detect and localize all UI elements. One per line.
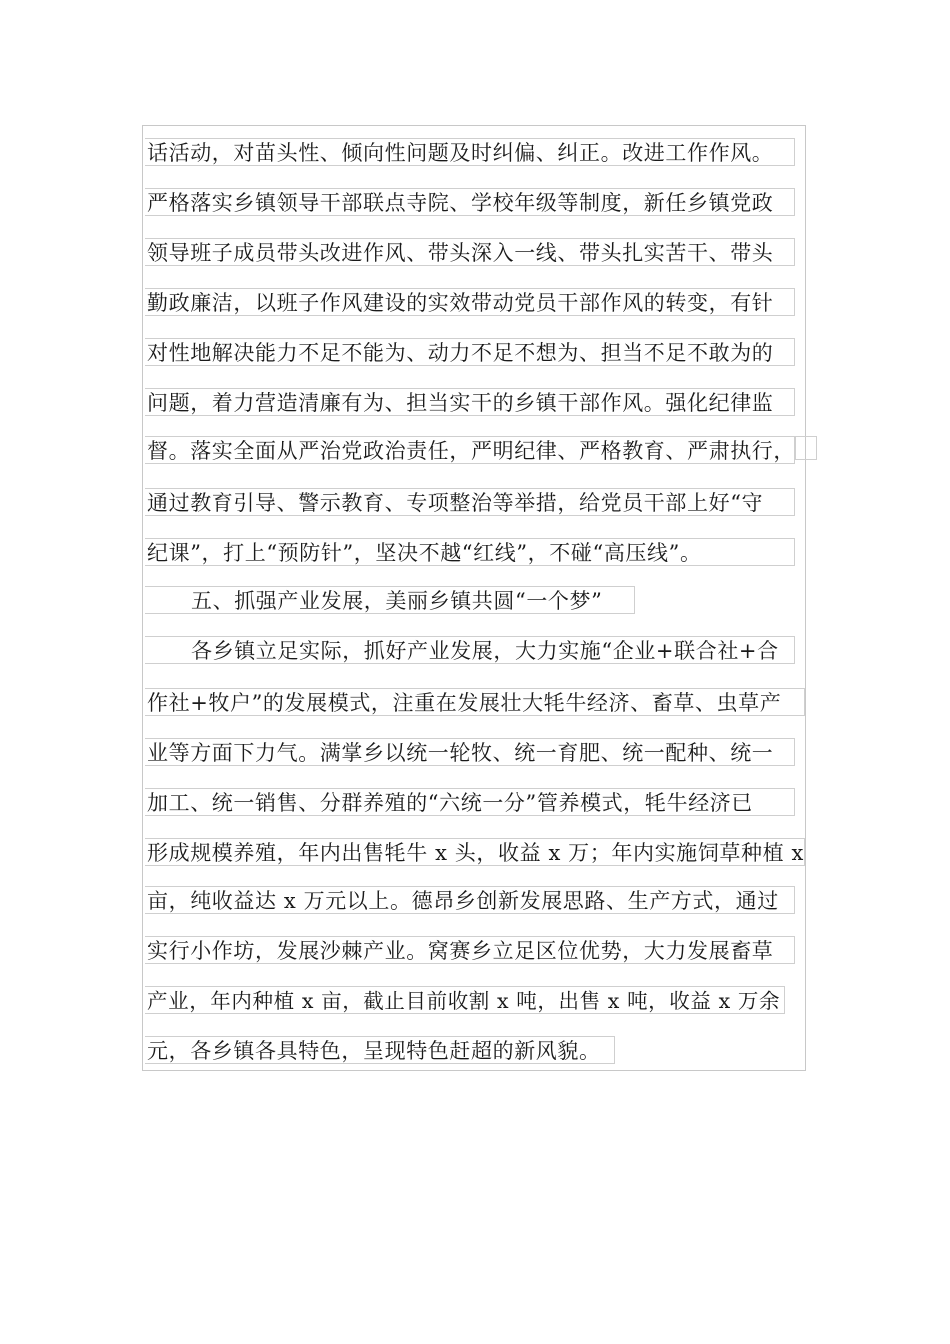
text-line: 加工、统一销售、分群养殖的“六统一分”管养模式，牦牛经济已 [145, 788, 795, 816]
text-line: 实行小作坊，发展沙棘产业。窝赛乡立足区位优势，大力发展畜草 [145, 936, 795, 964]
text-line: 领导班子成员带头改进作风、带头深入一线、带头扎实苦干、带头 [145, 238, 795, 266]
text-line: 亩，纯收益达 x 万元以上。德昂乡创新发展思路、生产方式，通过 [145, 886, 795, 914]
text-line: 作社+牧户”的发展模式，注重在发展壮大牦牛经济、畜草、虫草产 [145, 688, 805, 716]
overflow-marker [795, 436, 817, 460]
text-line: 各乡镇立足实际，抓好产业发展，大力实施“企业+联合社+合 [145, 636, 795, 664]
text-line: 勤政廉洁，以班子作风建设的实效带动党员干部作风的转变，有针 [145, 288, 795, 316]
text-line: 形成规模养殖，年内出售牦牛 x 头，收益 x 万；年内实施饲草种植 x [145, 838, 805, 866]
text-line: 元，各乡镇各具特色，呈现特色赶超的新风貌。 [145, 1036, 615, 1064]
text-line: 产业，年内种植 x 亩，截止目前收割 x 吨，出售 x 吨，收益 x 万余 [145, 986, 785, 1014]
section-heading: 五、抓强产业发展，美丽乡镇共圆“一个梦” [145, 586, 635, 614]
text-line: 督。落实全面从严治党政治责任，严明纪律、严格教育、严肃执行， [145, 436, 795, 464]
text-line: 纪课”，打上“预防针”，坚决不越“红线”，不碰“高压线”。 [145, 538, 795, 566]
text-line: 话活动，对苗头性、倾向性问题及时纠偏、纠正。改进工作作风。 [145, 138, 795, 166]
text-line: 通过教育引导、警示教育、专项整治等举措，给党员干部上好“守 [145, 488, 795, 516]
text-line: 问题，着力营造清廉有为、担当实干的乡镇干部作风。强化纪律监 [145, 388, 795, 416]
text-line: 严格落实乡镇领导干部联点寺院、学校年级等制度，新任乡镇党政 [145, 188, 795, 216]
text-line: 业等方面下力气。满掌乡以统一轮牧、统一育肥、统一配种、统一 [145, 738, 795, 766]
text-line: 对性地解决能力不足不能为、动力不足不想为、担当不足不敢为的 [145, 338, 795, 366]
